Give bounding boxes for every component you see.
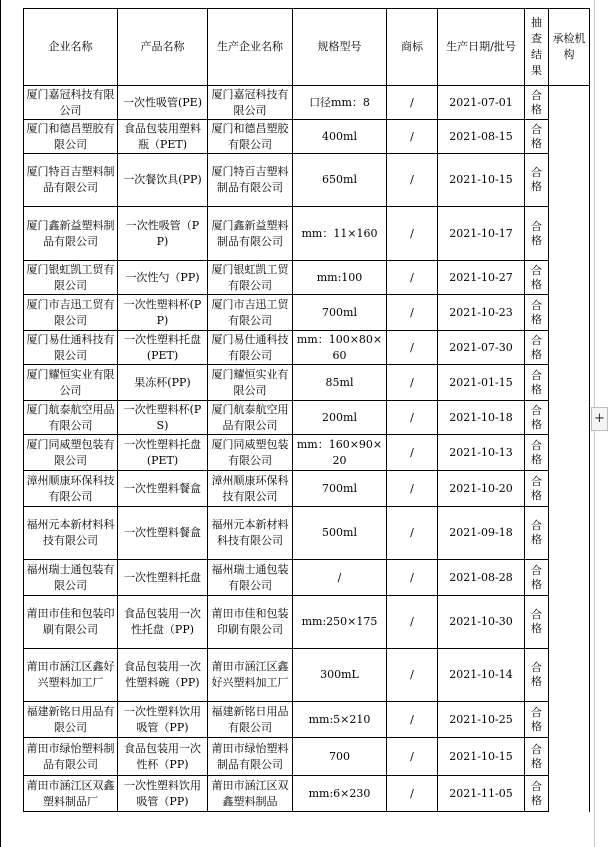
header-company: 企业名称 [24, 9, 118, 86]
table-row [24, 154, 590, 207]
cell-trademark: / [387, 365, 438, 401]
header-manufacturer: 生产企业名称 [208, 9, 293, 86]
cell-result: 合格 [525, 86, 549, 120]
cell-manufacturer: 漳州顺康环保科技有限公司 [208, 471, 293, 507]
cell-result: 合格 [525, 507, 549, 560]
cell-company: 厦门易仕通科技有限公司 [24, 331, 118, 365]
cell-company: 厦门银虹凯工贸有限公司 [24, 261, 118, 295]
header-result: 抽查结果 [525, 9, 549, 86]
cell-date: 2021-10-30 [438, 596, 525, 649]
cell-trademark: / [387, 295, 438, 331]
inspection-results-table [23, 8, 590, 812]
cell-product: 一次性塑料杯(PS) [118, 401, 208, 435]
table-row [24, 649, 590, 702]
cell-spec: mm:5×210 [293, 702, 387, 738]
table-row [24, 776, 590, 812]
cell-result: 合格 [525, 435, 549, 471]
cell-trademark: / [387, 596, 438, 649]
cell-result: 合格 [525, 365, 549, 401]
cell-result: 合格 [525, 401, 549, 435]
cell-spec: mm:250×175 [293, 596, 387, 649]
cell-trademark: / [387, 471, 438, 507]
cell-result: 合格 [525, 207, 549, 261]
cell-product: 一次性吸管(PE) [118, 86, 208, 120]
table-row [24, 295, 590, 331]
cell-product: 食品包装用塑料瓶（PET) [118, 120, 208, 154]
header-row [24, 9, 590, 86]
cell-result: 合格 [525, 120, 549, 154]
cell-date: 2021-11-05 [438, 776, 525, 812]
cell-manufacturer: 福州瑞士通包装有限公司 [208, 560, 293, 596]
cell-product: 一次性塑料托盘(PET) [118, 435, 208, 471]
table-row [24, 207, 590, 261]
cell-product: 一次性勺（PP) [118, 261, 208, 295]
cell-spec: 650ml [293, 154, 387, 207]
cell-trademark: / [387, 507, 438, 560]
cell-trademark: / [387, 261, 438, 295]
cell-spec: mm:6×230 [293, 776, 387, 812]
header-agency: 承检机构 [549, 9, 590, 86]
cell-manufacturer: 莆田市涵江区鑫好兴塑料加工厂 [208, 649, 293, 702]
cell-date: 2021-10-20 [438, 471, 525, 507]
cell-trademark: / [387, 738, 438, 776]
cell-company: 厦门航泰航空用品有限公司 [24, 401, 118, 435]
cell-spec: 400ml [293, 120, 387, 154]
cell-trademark: / [387, 401, 438, 435]
cell-result: 合格 [525, 471, 549, 507]
cell-result: 合格 [525, 702, 549, 738]
cell-spec: mm:100 [293, 261, 387, 295]
cell-product: 果冻杯(PP) [118, 365, 208, 401]
cell-manufacturer: 福州元本新材料科技有限公司 [208, 507, 293, 560]
cell-product: 一次性塑料饮用吸管（PP) [118, 702, 208, 738]
cell-spec: 300mL [293, 649, 387, 702]
cell-spec: mm：11×160 [293, 207, 387, 261]
table-row [24, 596, 590, 649]
cell-date: 2021-07-01 [438, 86, 525, 120]
cell-date: 2021-10-18 [438, 401, 525, 435]
cell-spec: 700 [293, 738, 387, 776]
cell-company: 厦门耀恒实业有限公司 [24, 365, 118, 401]
cell-trademark: / [387, 702, 438, 738]
cell-spec: mm：100×80×60 [293, 331, 387, 365]
cell-company: 厦门和德昌塑胶有限公司 [24, 120, 118, 154]
cell-result: 合格 [525, 776, 549, 812]
cell-spec: / [293, 560, 387, 596]
cell-company: 福州瑞士通包装有限公司 [24, 560, 118, 596]
cell-product: 食品包装用一次性塑料碗（PP) [118, 649, 208, 702]
cell-date: 2021-09-18 [438, 507, 525, 560]
cell-result: 合格 [525, 649, 549, 702]
table-row [24, 331, 590, 365]
cell-date: 2021-01-15 [438, 365, 525, 401]
header-product: 产品名称 [118, 9, 208, 86]
cell-company: 厦门特百吉塑料制品有限公司 [24, 154, 118, 207]
cell-date: 2021-10-25 [438, 702, 525, 738]
add-row-button[interactable]: + [591, 407, 608, 431]
cell-trademark: / [387, 560, 438, 596]
table-row [24, 702, 590, 738]
cell-date: 2021-08-15 [438, 120, 525, 154]
cell-manufacturer: 莆田市佳和包装印刷有限公司 [208, 596, 293, 649]
cell-date: 2021-10-23 [438, 295, 525, 331]
cell-result: 合格 [525, 295, 549, 331]
cell-result: 合格 [525, 560, 549, 596]
cell-company: 厦门嘉冠科技有限公司 [24, 86, 118, 120]
cell-manufacturer: 厦门银虹凯工贸有限公司 [208, 261, 293, 295]
cell-trademark: / [387, 649, 438, 702]
cell-product: 一次性塑料托盘(PET) [118, 331, 208, 365]
cell-manufacturer: 厦门鑫新益塑料制品有限公司 [208, 207, 293, 261]
cell-trademark: / [387, 86, 438, 120]
cell-product: 一次性塑料托盘 [118, 560, 208, 596]
cell-result: 合格 [525, 154, 549, 207]
cell-product: 一次性塑料餐盒 [118, 507, 208, 560]
cell-product: 一次性塑料杯(PP) [118, 295, 208, 331]
table-row [24, 86, 590, 120]
cell-company: 莆田市绿怡塑料制品有限公司 [24, 738, 118, 776]
table-row [24, 738, 590, 776]
header-date: 生产日期/批号 [438, 9, 525, 86]
cell-product: 食品包装用一次性托盘（PP) [118, 596, 208, 649]
cell-manufacturer: 厦门航泰航空用品有限公司 [208, 401, 293, 435]
cell-result: 合格 [525, 331, 549, 365]
cell-product: 一次餐饮具(PP) [118, 154, 208, 207]
cell-product: 一次性吸管（PP) [118, 207, 208, 261]
cell-date: 2021-10-27 [438, 261, 525, 295]
cell-company: 厦门同威塑包装有限公司 [24, 435, 118, 471]
cell-company: 莆田市涵江区鑫好兴塑料加工厂 [24, 649, 118, 702]
cell-spec: mm：160×90×20 [293, 435, 387, 471]
table-row [24, 471, 590, 507]
table-body [24, 86, 590, 812]
cell-company: 厦门鑫新益塑料制品有限公司 [24, 207, 118, 261]
cell-date: 2021-10-13 [438, 435, 525, 471]
table-row [24, 365, 590, 401]
cell-manufacturer: 厦门特百吉塑料制品有限公司 [208, 154, 293, 207]
table-row [24, 120, 590, 154]
table-row [24, 401, 590, 435]
cell-date: 2021-08-28 [438, 560, 525, 596]
table-row [24, 261, 590, 295]
cell-company: 厦门市吉迅工贸有限公司 [24, 295, 118, 331]
cell-spec: 500ml [293, 507, 387, 560]
cell-manufacturer: 厦门耀恒实业有限公司 [208, 365, 293, 401]
cell-spec: 口径mm：8 [293, 86, 387, 120]
cell-trademark: / [387, 435, 438, 471]
cell-company: 漳州顺康环保科技有限公司 [24, 471, 118, 507]
cell-spec: 700ml [293, 295, 387, 331]
cell-manufacturer: 厦门易仕通科技有限公司 [208, 331, 293, 365]
cell-company: 福州元本新材料科技有限公司 [24, 507, 118, 560]
cell-product: 一次性塑料餐盒 [118, 471, 208, 507]
header-spec: 规格型号 [293, 9, 387, 86]
cell-manufacturer: 福建新铭日用品有限公司 [208, 702, 293, 738]
cell-manufacturer: 莆田市绿怡塑料制品有限公司 [208, 738, 293, 776]
cell-manufacturer: 厦门和德昌塑胶有限公司 [208, 120, 293, 154]
cell-manufacturer: 厦门市吉迅工贸有限公司 [208, 295, 293, 331]
cell-result: 合格 [525, 261, 549, 295]
cell-result: 合格 [525, 596, 549, 649]
cell-product: 一次性塑料饮用吸管（PP) [118, 776, 208, 812]
cell-trademark: / [387, 776, 438, 812]
cell-trademark: / [387, 207, 438, 261]
page-left-border [0, 0, 1, 847]
cell-result: 合格 [525, 738, 549, 776]
header-trademark: 商标 [387, 9, 438, 86]
cell-trademark: / [387, 120, 438, 154]
cell-company: 莆田市涵江区双鑫塑料制品厂 [24, 776, 118, 812]
cell-spec: 85ml [293, 365, 387, 401]
cell-company: 福建新铭日用品有限公司 [24, 702, 118, 738]
cell-manufacturer: 厦门同威塑包装有限公司 [208, 435, 293, 471]
cell-trademark: / [387, 154, 438, 207]
table-row [24, 560, 590, 596]
table-row [24, 507, 590, 560]
cell-date: 2021-10-15 [438, 154, 525, 207]
cell-date: 2021-10-15 [438, 738, 525, 776]
cell-manufacturer: 厦门嘉冠科技有限公司 [208, 86, 293, 120]
cell-date: 2021-10-17 [438, 207, 525, 261]
cell-company: 莆田市佳和包装印刷有限公司 [24, 596, 118, 649]
cell-product: 食品包装用一次性杯（PP) [118, 738, 208, 776]
cell-agency [549, 86, 590, 812]
cell-spec: 200ml [293, 401, 387, 435]
cell-spec: 700ml [293, 471, 387, 507]
cell-date: 2021-10-14 [438, 649, 525, 702]
cell-trademark: / [387, 331, 438, 365]
table-row [24, 435, 590, 471]
cell-date: 2021-07-30 [438, 331, 525, 365]
cell-manufacturer: 莆田市涵江区双鑫塑料制品 [208, 776, 293, 812]
